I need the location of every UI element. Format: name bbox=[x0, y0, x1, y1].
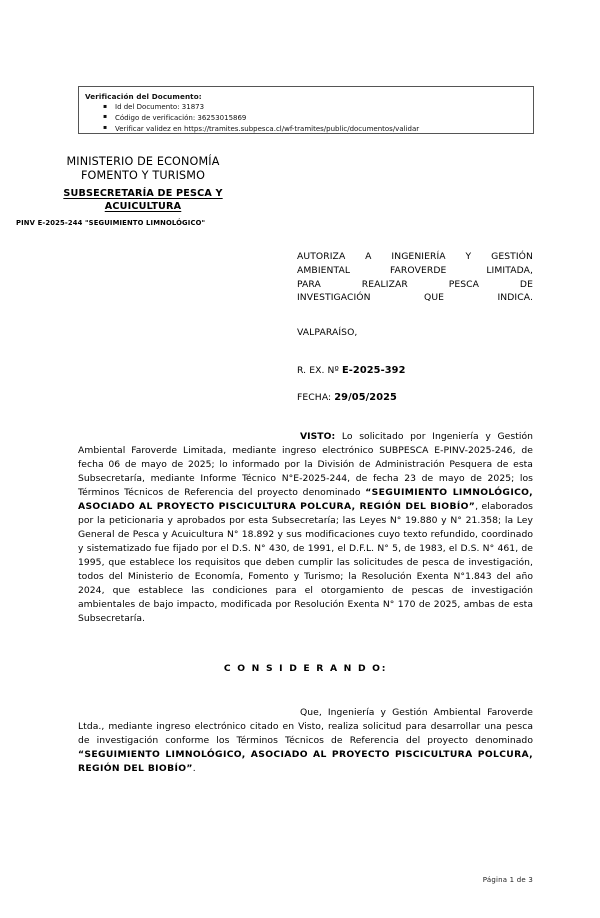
visto-text-part-2: , elaborados por la peticionaria y aprobados por esta Subsecretaría; las Leyes N° 19.880 y N° 21.358; la Ley General de Pesca y Acuicultura N° 18.892 y sus modificaciones cuyo texto refundido, coordinado y sistematizado fue fijado por el D.S. N° 430, de 1991, el D.F.L. N° 5, de 1983, el D.S. N° 461, de 1995, que establece los requisitos que deben cumplir las solicitudes de pesca de investigación, todos del Ministerio de Economía, Fomento y Turismo; la Resolución Exenta N°1.843 del año 2024, que establece las condiciones para el otorgamiento de pescas de investigación ambientales de bajo impacto, modificada por Resolución Exenta N° 170 de 2025, ambas de esta Subsecretaría. bbox=[78, 501, 533, 625]
page-footer bbox=[0, 876, 533, 884]
issue-date-value: 29/05/2025 bbox=[334, 392, 397, 403]
document-subject bbox=[297, 250, 533, 305]
subsecretaria-line-1: SUBSECRETARÍA DE PESCA Y bbox=[63, 188, 223, 200]
visto-project-title: “SEGUIMIENTO LIMNOLÓGICO, ASOCIADO AL PROYECTO PISCICULTURA POLCURA, REGIÓN DEL BIOBÍO” bbox=[78, 487, 533, 513]
ministry-line-1: MINISTERIO DE ECONOMÍA bbox=[66, 155, 220, 168]
subject-line-4: INVESTIGACIÓN QUE INDICA. bbox=[297, 292, 533, 304]
visto-section bbox=[78, 430, 533, 626]
verification-content bbox=[79, 87, 533, 134]
considerando-paragraph bbox=[78, 706, 533, 776]
pinv-reference: PINV E-2025-244 "SEGUIMIENTO LIMNOLÓGICO" bbox=[16, 219, 206, 227]
issue-place: VALPARAÍSO, bbox=[297, 327, 358, 338]
resolution-number-value: E-2025-392 bbox=[341, 365, 406, 376]
verification-url-text[interactable]: Verificar validez en https://tramites.subpesca.cl/wf-tramites/public/documentos/validar bbox=[115, 124, 420, 133]
resolution-number-label: R. EX. Nº bbox=[297, 365, 342, 376]
considerando-section bbox=[78, 706, 533, 776]
issue-date-label: FECHA: bbox=[297, 392, 335, 403]
subject-line-2: AMBIENTAL FAROVERDE LIMITADA, bbox=[297, 264, 533, 276]
verification-item-url[interactable] bbox=[115, 124, 533, 134]
verification-item-code: ▪ Código de verificación: 36253015869 bbox=[115, 113, 533, 124]
verification-list bbox=[85, 102, 533, 134]
verification-title: Verificación del Documento: bbox=[85, 92, 202, 101]
subsecretaria-title bbox=[14, 188, 272, 213]
verification-item-document-id: ▪ Id del Documento: 31873 bbox=[115, 102, 533, 113]
ministry-line-2: FOMENTO Y TURISMO bbox=[80, 168, 206, 182]
subsecretaria-line-2: ACUICULTURA bbox=[104, 200, 182, 212]
visto-text-part-1: Lo solicitado por Ingeniería y Gestión Ambiental Faroverde Limitada, mediante ingreso electrónico SUBPESCA E-PINV-2025-246, de fecha 06 de mayo de 2025; lo informado por la División de Administración Pesquera de esta Subsecretaría, mediante Informe Técnico N°E-2025-244, de fecha 23 de mayo de 2025; los Términos Técnicos de Referencia del proyecto denominado bbox=[78, 431, 533, 499]
subject-line-3: PARA REALIZAR PESCA DE bbox=[297, 278, 533, 290]
letterhead bbox=[14, 155, 272, 214]
considerando-text-part-2: . bbox=[192, 763, 196, 775]
considerando-text-part-1: Que, Ingeniería y Gestión Ambiental Faroverde Ltda., mediante ingreso electrónico citado en Visto, realiza solicitud para desarrollar una pesca de investigación conforme los Términos Técnicos de Referencia del proyecto denominado bbox=[78, 707, 533, 747]
visto-keyword: VISTO: bbox=[300, 431, 336, 442]
considerando-project-title: “SEGUIMIENTO LIMNOLÓGICO, ASOCIADO AL PROYECTO PISCICULTURA POLCURA, REGIÓN DEL BIOBÍO” bbox=[78, 749, 533, 775]
document-verification-box bbox=[78, 86, 534, 134]
issue-date-row bbox=[297, 392, 397, 403]
visto-paragraph bbox=[78, 430, 533, 626]
resolution-number-row bbox=[297, 365, 406, 376]
considerando-heading: C O N S I D E R A N D O: bbox=[223, 663, 388, 674]
subject-line-1: AUTORIZA A INGENIERÍA Y GESTIÓN bbox=[297, 251, 533, 262]
page-number-label: Página 1 de 3 bbox=[482, 876, 533, 884]
